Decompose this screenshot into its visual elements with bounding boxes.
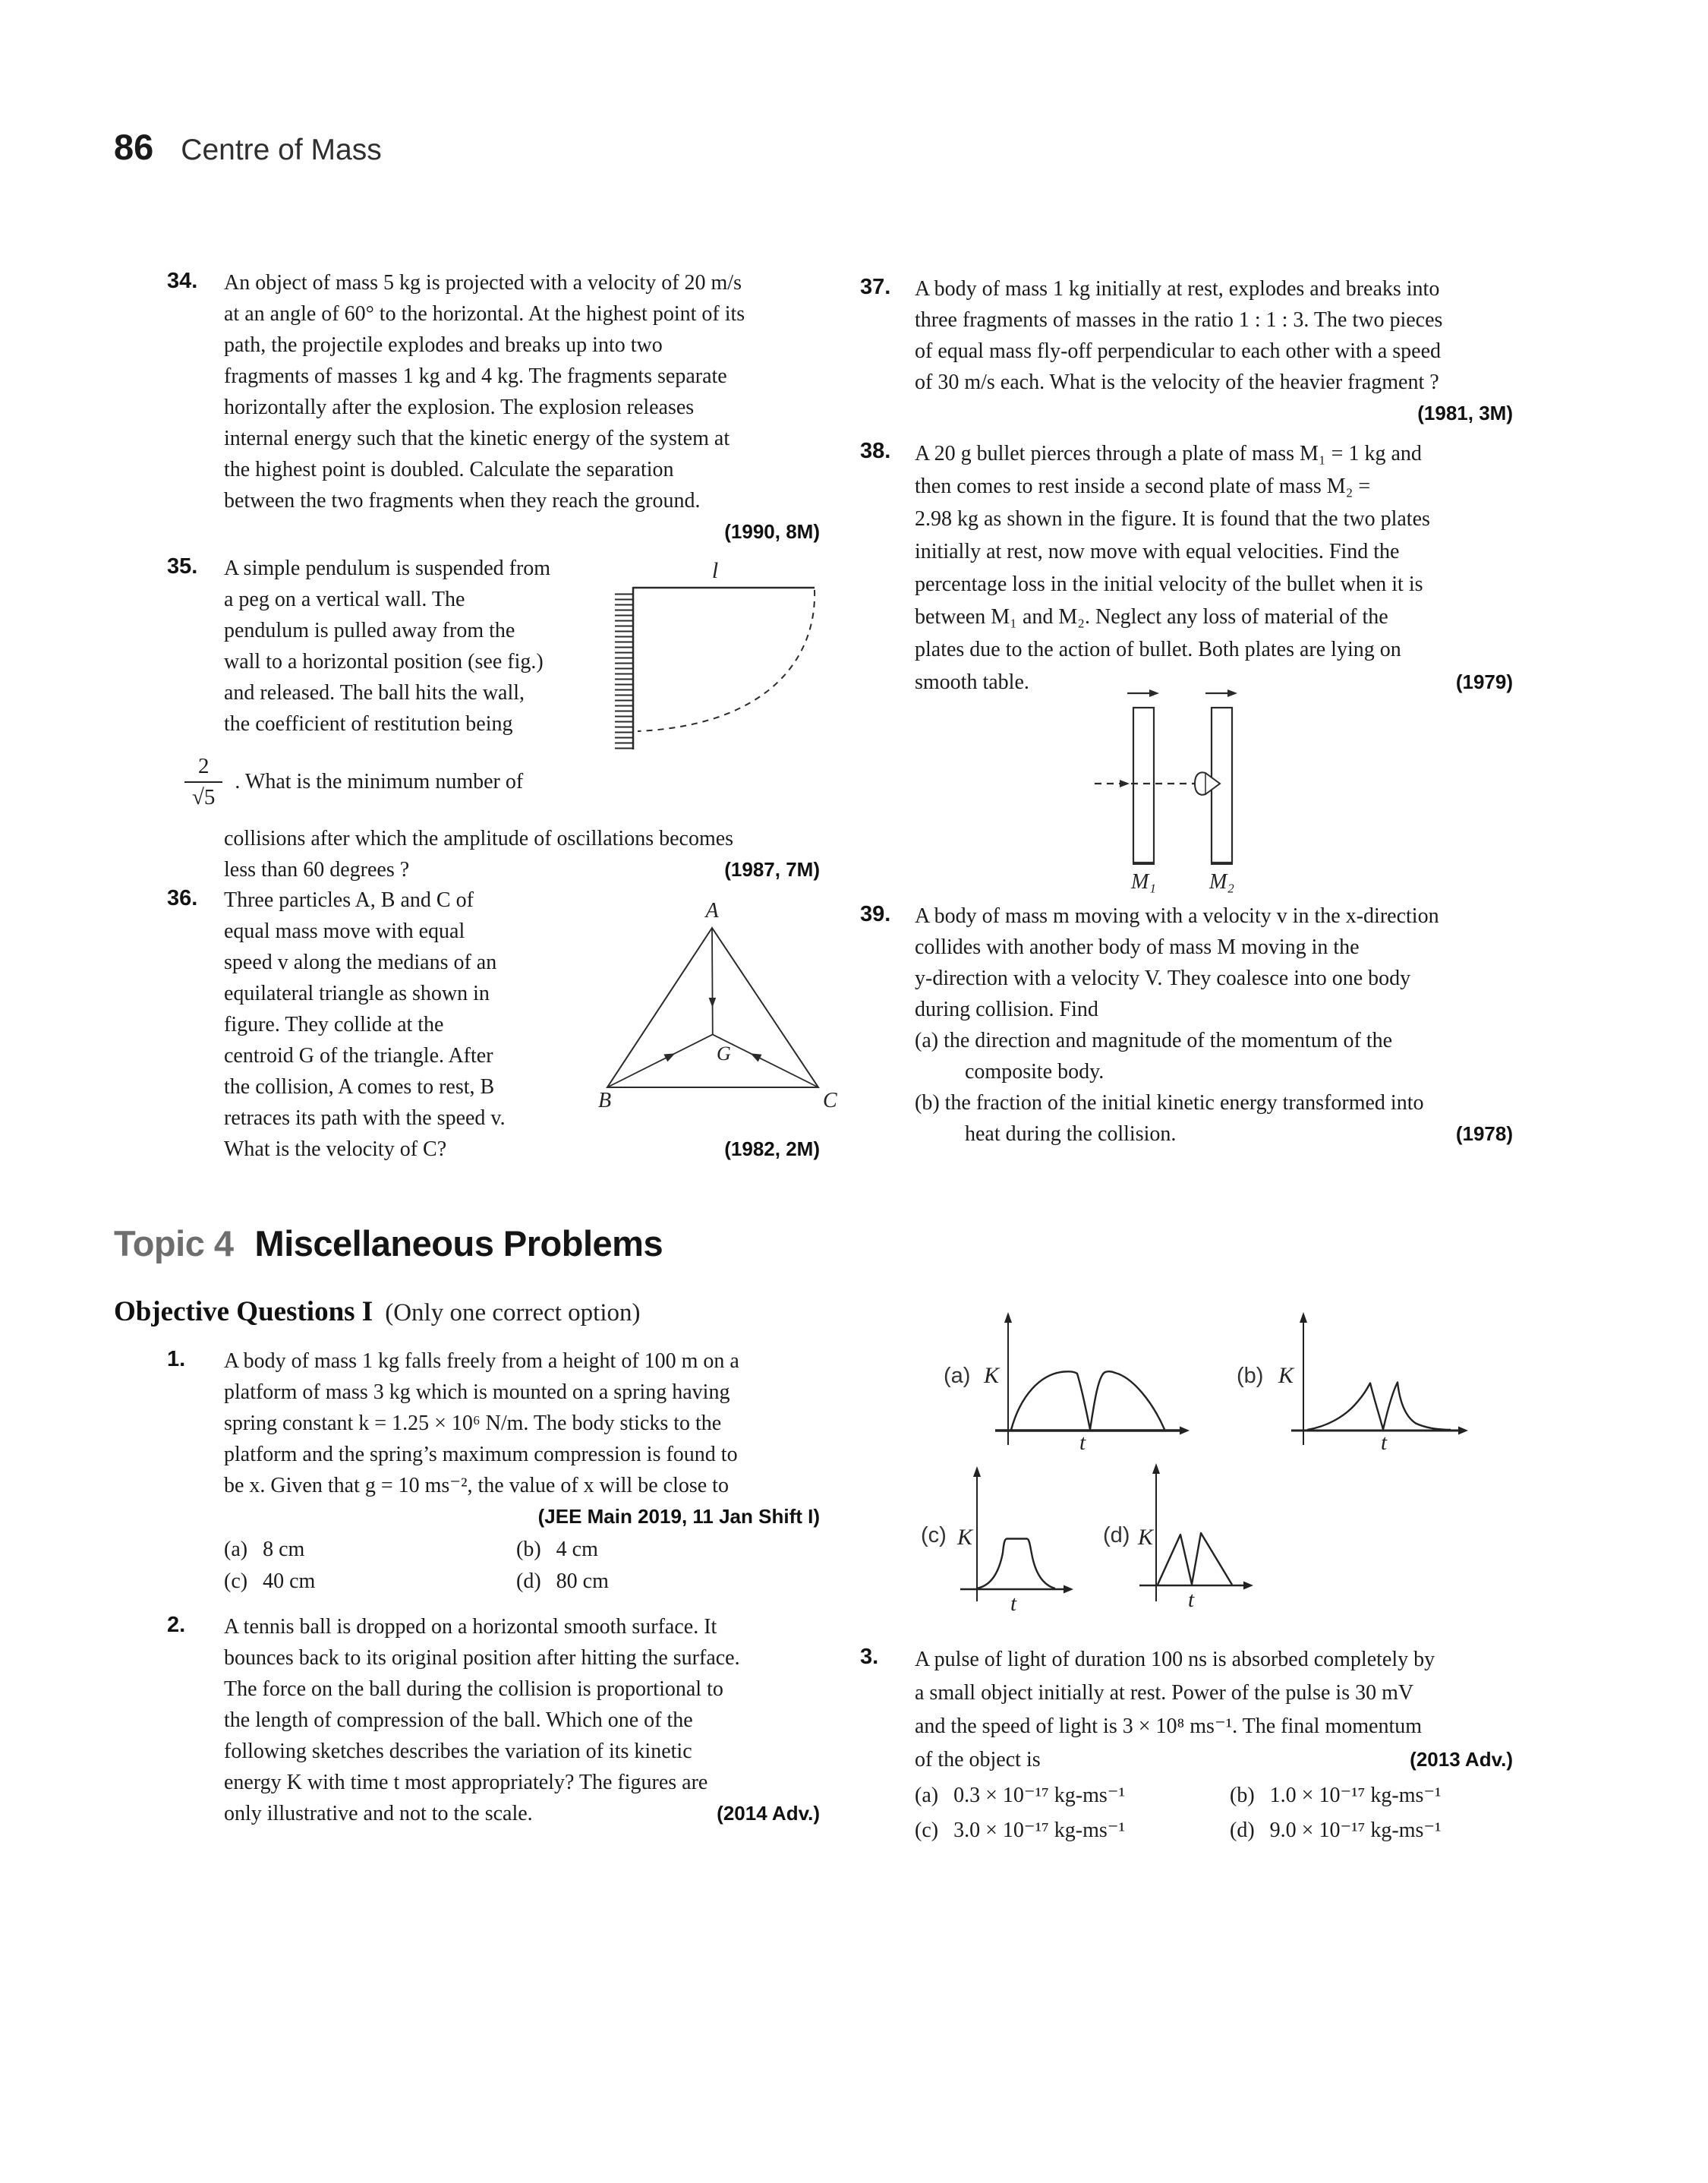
k-axis-label: K [1138, 1525, 1154, 1550]
panel-d [1103, 1463, 1253, 1612]
problem-text [224, 1611, 820, 1798]
option-key: (a) [224, 1538, 248, 1561]
text-line: The force on the ball during the collision is proportional to [224, 1677, 723, 1701]
text-line: A 20 g bullet pierces through a plate of mass M₁ = 1 kg and [915, 442, 1422, 465]
topic-heading [114, 1222, 663, 1264]
panel-b [1237, 1312, 1468, 1455]
figure-pendulum [600, 560, 827, 765]
problem-text [224, 267, 820, 516]
text-line: of equal mass fly-off perpendicular to each other with a speed [915, 339, 1441, 363]
k-axis-label: K [1278, 1363, 1294, 1388]
problem-37 [860, 273, 1513, 429]
text-line: and released. The ball hits the wall, [224, 681, 525, 705]
text-line: fragments of masses 1 kg and 4 kg. The fragments separate [224, 364, 727, 388]
text-line: A body of mass 1 kg falls freely from a height of 100 m on a [224, 1349, 739, 1373]
option-c [915, 1813, 1230, 1848]
text-line: centroid G of the triangle. After [224, 1044, 493, 1068]
objective-subtitle: (Only one correct option) [385, 1299, 641, 1327]
x-axis-arrowhead-icon [1243, 1582, 1253, 1590]
exam-ref: (JEE Main 2019, 11 Jan Shift I) [537, 1505, 820, 1528]
t-axis-label: t [1380, 1431, 1388, 1455]
plate-label-m1: M₁ [1130, 870, 1157, 894]
text-line: y-direction with a velocity V. They coalesce into one body [915, 967, 1411, 990]
text-line: retraces its path with the speed v. [224, 1106, 506, 1130]
text-line: a peg on a vertical wall. The [224, 588, 465, 611]
length-label: l [711, 560, 719, 583]
text-line: equal mass move with equal [224, 920, 465, 943]
text-line: be x. Given that g = 10 ms⁻², the value of x will be close to [224, 1474, 729, 1497]
year-ref: (2014 Adv.) [717, 1802, 820, 1825]
text-line: A body of mass m moving with a velocity v in the x-direction [915, 904, 1439, 928]
median-from-a [712, 928, 713, 1035]
fraction-tail-text: . What is the minimum number of [235, 770, 524, 793]
text-line: the highest point is doubled. Calculate the separation [224, 458, 674, 481]
pendulum-swing-arc [638, 590, 815, 731]
problem-text [915, 901, 1513, 1025]
option-key: (a) [915, 1784, 939, 1807]
median-from-b [607, 1034, 713, 1087]
problem-text [915, 273, 1513, 398]
text-line: horizontally after the explosion. The explosion releases [224, 396, 695, 419]
text-line: during collision. Find [915, 998, 1098, 1021]
figure-triangle [597, 897, 840, 1114]
problem-line: only illustrative and not to the scale. [224, 1802, 533, 1825]
text-line: 2.98 kg as shown in the figure. It is found that the two plates [915, 507, 1430, 531]
vertex-label-c: C [823, 1089, 837, 1112]
sub-question-b-cont: heat during the collision. [965, 1122, 1177, 1146]
option-d [516, 1566, 820, 1598]
year-ref: (1979) [1455, 670, 1513, 693]
year-ref: (1987, 7M) [724, 858, 820, 881]
option-text: 80 cm [556, 1569, 609, 1593]
arrowhead-a-icon [709, 998, 717, 1008]
problem-line: less than 60 degrees ? [224, 858, 410, 882]
option-a [915, 1778, 1230, 1813]
problem-3 [860, 1643, 1513, 1848]
text-line: An object of mass 5 kg is projected with a velocity of 20 m/s [224, 271, 742, 295]
text-line: percentage loss in the initial velocity of the bullet when it is [915, 573, 1423, 596]
text-line: spring constant k = 1.25 × 10⁶ N/m. The body sticks to the [224, 1412, 722, 1435]
option-c [224, 1566, 516, 1598]
option-b [1230, 1778, 1513, 1813]
plate-1 [1133, 708, 1154, 863]
text-line: bounces back to its original position after hitting the surface. [224, 1646, 740, 1670]
y-axis-arrowhead-icon [1004, 1312, 1012, 1323]
option-key: (d) [516, 1569, 541, 1593]
option-key: (c) [915, 1819, 939, 1842]
vertex-label-b: B [598, 1089, 612, 1112]
x-axis-arrowhead-icon [1458, 1427, 1468, 1435]
problem-1 [114, 1345, 820, 1598]
sub-question-a: (a) the direction and magnitude of the momentum of the [915, 1029, 1393, 1052]
y-axis-arrowhead-icon [1152, 1463, 1160, 1474]
text-line: platform of mass 3 kg which is mounted on a spring having [224, 1380, 730, 1404]
option-key: (b) [1230, 1784, 1255, 1807]
figure-plates [1086, 682, 1272, 898]
text-line: equilateral triangle as shown in [224, 982, 490, 1005]
text-line: A tennis ball is dropped on a horizontal smooth surface. It [224, 1615, 717, 1639]
problem-34 [114, 267, 820, 547]
year-ref: (1978) [1455, 1122, 1513, 1145]
problem-number: 3. [860, 1645, 879, 1669]
option-key: (c) [224, 1569, 248, 1593]
figure-kt-graphs [860, 1283, 1528, 1640]
x-axis-arrowhead-icon [1180, 1427, 1190, 1435]
problem-line: of the object is [915, 1748, 1041, 1771]
objective-heading [114, 1295, 641, 1328]
text-line: A simple pendulum is suspended from [224, 557, 551, 580]
text-line: energy K with time t most appropriately? The figures are [224, 1771, 708, 1794]
arrowhead-b-icon [663, 1053, 675, 1062]
option-b [516, 1534, 820, 1566]
text-line: pendulum is pulled away from the [224, 619, 515, 642]
fraction-numerator: 2 [197, 753, 210, 778]
panel-label: (d) [1103, 1523, 1130, 1547]
bullet-path-arrowhead-icon [1120, 780, 1130, 787]
option-text: 1.0 × 10⁻¹⁷ kg-ms⁻¹ [1269, 1784, 1442, 1807]
text-line: A body of mass 1 kg initially at rest, explodes and breaks into [915, 277, 1440, 301]
y-axis-arrowhead-icon [973, 1466, 981, 1477]
text-line: the length of compression of the ball. Which one of the [224, 1708, 693, 1732]
text-line: collides with another body of mass M moving in the [915, 935, 1360, 959]
problem-number: 38. [860, 439, 891, 463]
text-line: between M₁ and M₂. Neglect any loss of material of the [915, 605, 1388, 629]
option-text: 40 cm [263, 1569, 316, 1593]
options-grid [915, 1778, 1513, 1848]
option-d [1230, 1813, 1513, 1848]
options-grid [224, 1534, 820, 1598]
k-axis-label: K [957, 1525, 973, 1550]
text-line: platform and the spring’s maximum compression is found to [224, 1443, 738, 1466]
topic-label: Topic 4 [114, 1223, 234, 1263]
text-line: plates due to the action of bullet. Both plates are lying on [915, 638, 1401, 661]
problem-number: 39. [860, 902, 891, 926]
year-ref: (1981, 3M) [1417, 402, 1513, 424]
problem-line: What is the velocity of C? [224, 1137, 447, 1161]
text-line: and the speed of light is 3 × 10⁸ ms⁻¹. The final momentum [915, 1715, 1423, 1738]
velocity-arrowhead-1-icon [1149, 689, 1159, 697]
text-line: then comes to rest inside a second plate of mass M₂ = [915, 475, 1371, 498]
y-axis-arrowhead-icon [1300, 1312, 1307, 1323]
page-header [114, 126, 382, 168]
problem-38 [860, 437, 1513, 699]
text-line: path, the projectile explodes and breaks up into two [224, 333, 663, 357]
sub-question-b: (b) the fraction of the initial kinetic energy transformed into [915, 1091, 1424, 1115]
year-ref: (2013 Adv.) [1410, 1748, 1513, 1771]
option-key: (b) [516, 1538, 541, 1561]
text-line: a small object initially at rest. Power of the pulse is 30 mV [915, 1681, 1414, 1705]
velocity-arrowhead-2-icon [1227, 689, 1237, 697]
problem-text [224, 885, 603, 1134]
option-a [224, 1534, 516, 1566]
option-text: 3.0 × 10⁻¹⁷ kg-ms⁻¹ [953, 1819, 1125, 1842]
problem-number: 35. [167, 554, 198, 579]
problem-number: 2. [167, 1613, 186, 1637]
wall-hatch [615, 590, 633, 749]
text-line: wall to a horizontal position (see fig.) [224, 650, 544, 674]
option-text: 8 cm [263, 1538, 305, 1561]
arrowhead-c-icon [751, 1053, 762, 1062]
problem-text [224, 1345, 820, 1501]
fraction [184, 754, 222, 811]
t-axis-label: t [1010, 1592, 1017, 1616]
text-line: the coefficient of restitution being [224, 712, 513, 736]
problem-line: collisions after which the amplitude of oscillations becomes [224, 827, 734, 850]
curve-double-triangle [1158, 1533, 1232, 1585]
panel-c [921, 1466, 1073, 1616]
fraction-denominator: √5 [184, 781, 222, 810]
problem-line: smooth table. [915, 670, 1029, 694]
text-line: speed v along the medians of an [224, 951, 497, 974]
problem-39 [860, 901, 1513, 1150]
t-axis-label: t [1079, 1431, 1086, 1455]
curve-plateau [976, 1539, 1055, 1589]
problem-text [915, 437, 1513, 666]
vertex-label-a: A [705, 899, 719, 923]
panel-label: (c) [921, 1523, 947, 1547]
panel-label: (a) [944, 1364, 971, 1388]
t-axis-label: t [1187, 1588, 1195, 1612]
text-line: at an angle of 60° to the horizontal. At the highest point of its [224, 302, 745, 326]
panel-label: (b) [1237, 1364, 1264, 1388]
k-axis-label: K [984, 1363, 1000, 1388]
option-text: 0.3 × 10⁻¹⁷ kg-ms⁻¹ [953, 1784, 1125, 1807]
text-line: initially at rest, now move with equal velocities. Find the [915, 540, 1400, 563]
text-line: the collision, A comes to rest, B [224, 1075, 495, 1099]
objective-title: Objective Questions I [114, 1296, 373, 1327]
text-line: A pulse of light of duration 100 ns is absorbed completely by [915, 1648, 1435, 1671]
sub-question-a-cont: composite body. [965, 1060, 1105, 1084]
problem-2 [114, 1611, 820, 1829]
panel-a [944, 1312, 1190, 1455]
option-text: 4 cm [556, 1538, 598, 1561]
plate-label-m2: M₂ [1209, 870, 1235, 894]
centroid-label: G [717, 1043, 731, 1065]
option-key: (d) [1230, 1819, 1255, 1842]
text-line: figure. They collide at the [224, 1013, 444, 1036]
year-ref: (1990, 8M) [724, 520, 820, 543]
topic-title: Miscellaneous Problems [254, 1223, 663, 1263]
year-ref: (1982, 2M) [724, 1137, 820, 1160]
problem-text [224, 553, 607, 740]
chapter-title: Centre of Mass [181, 134, 382, 166]
problem-number: 34. [167, 269, 198, 293]
option-text: 9.0 × 10⁻¹⁷ kg-ms⁻¹ [1269, 1819, 1442, 1842]
problem-text [915, 1643, 1513, 1743]
problem-number: 37. [860, 275, 891, 299]
text-line: Three particles A, B and C of [224, 888, 474, 912]
curve-double-dome [1011, 1371, 1164, 1430]
text-line: internal energy such that the kinetic energy of the system at [224, 427, 730, 450]
text-line: between the two fragments when they reach the ground. [224, 489, 701, 513]
text-line: of 30 m/s each. What is the velocity of the heavier fragment ? [915, 371, 1439, 394]
problem-number: 1. [167, 1347, 186, 1371]
curve-double-spike [1307, 1383, 1451, 1431]
page-number: 86 [114, 127, 154, 167]
text-line: following sketches describes the variation of its kinetic [224, 1740, 692, 1763]
x-axis-arrowhead-icon [1064, 1585, 1073, 1594]
text-line: three fragments of masses in the ratio 1 : 1 : 3. The two pieces [915, 308, 1443, 332]
problem-number: 36. [167, 886, 198, 910]
